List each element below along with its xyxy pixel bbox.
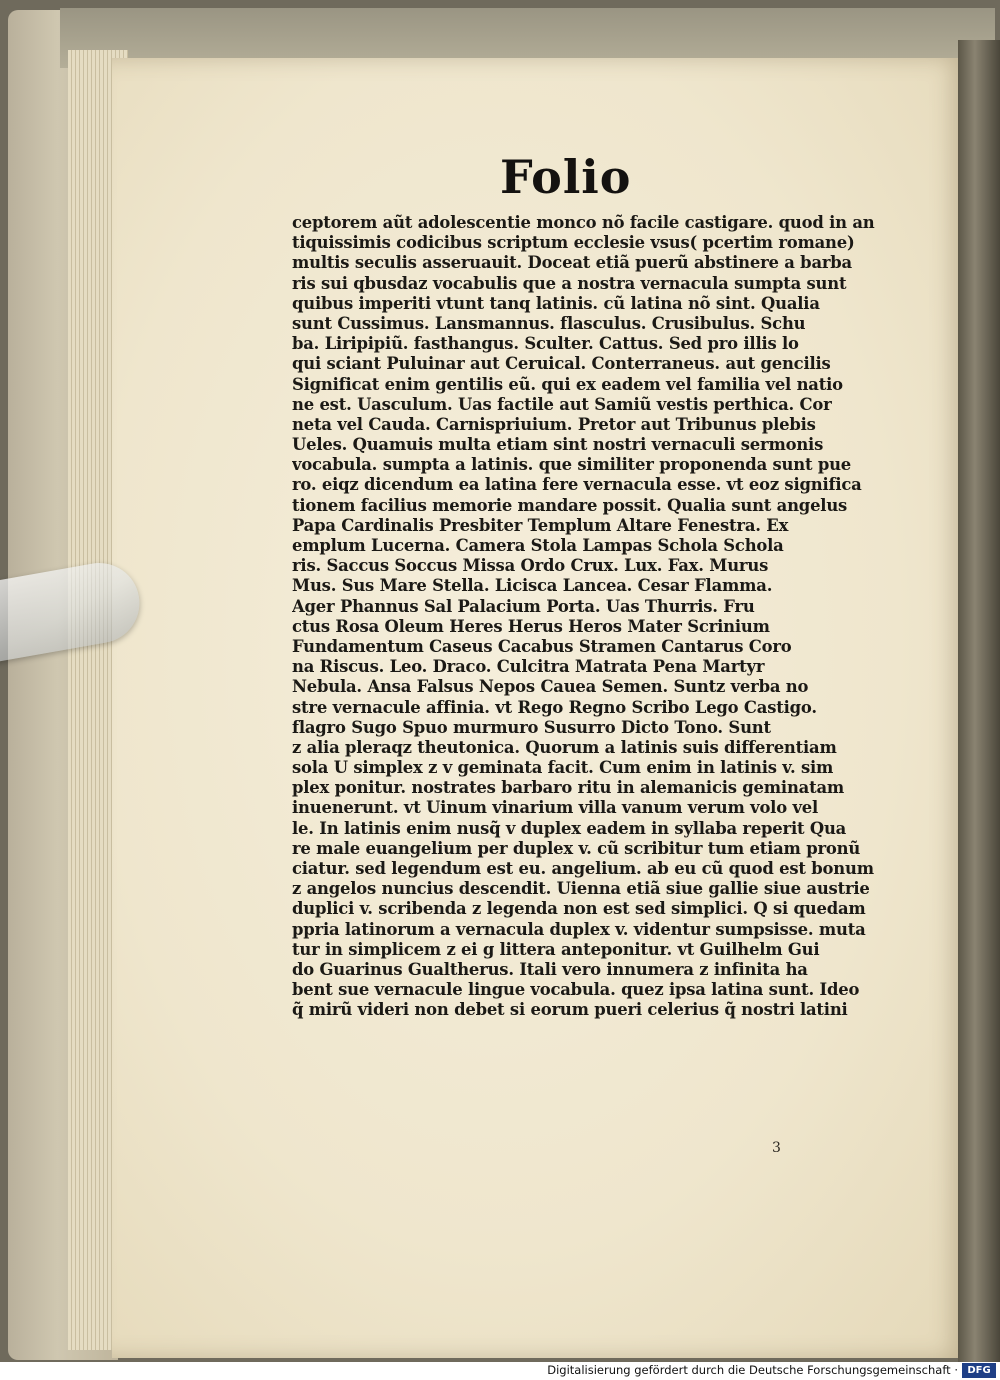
text-line: emplum Lucerna. Camera Stola Lampas Schola Schola [292,536,784,555]
text-line: Ager Phannus Sal Palacium Porta. Uas Thurris. Fru [292,596,755,616]
text-line: Significat enim gentilis eũ. qui ex eadem vel familia vel natio [292,374,843,394]
text-line: stre vernacule affinia. vt Rego Regno Scribo Lego Castigo. [292,697,817,717]
text-line: ctus Rosa Oleum Heres Herus Heros Mater Scrinium [292,616,770,636]
text-line: Mus. Sus Mare Stella. Licisca Lancea. Cesar Flamma. [292,576,773,596]
text-line: multis seculis asseruauit. Doceat etiã puerũ abstinere a barba [292,253,852,273]
text-line: re male euangelium per duplex v. cũ scribitur tum etiam pronũ [292,838,861,858]
book-spine [958,40,1000,1362]
text-line: tiquissimis codicibus scriptum ecclesie vsus( pcertim romane) [292,233,855,253]
text-line: Papa Cardinalis Presbiter Templum Altare Fenestra. Ex [292,515,789,535]
text-line: ris sui qbusdaz vocabulis que a nostra vernacula sumpta sunt [292,273,847,293]
dfg-logo: DFG [962,1363,996,1378]
text-line: ris. Saccus Soccus Missa Ordo Crux. Lux. Fax. Murus [292,556,769,576]
text-line: bent sue vernacule lingue vocabula. quez ipsa latina sunt. Ideo [292,980,860,1000]
text-line: neta vel Cauda. Carnispriuium. Pretor aut Tribunus plebis [292,414,816,434]
text-line: do Guarinus Gualtherus. Itali vero innumera z infinita ha [292,959,808,979]
text-line: Ueles. Quamuis multa etiam sint nostri vernaculi sermonis [292,435,824,455]
text-line: ne est. Uasculum. Uas factile aut Samiũ vestis perthica. Cor [292,394,832,414]
text-line: plex ponitur. nostrates barbaro ritu in alemanicis geminatam [292,778,845,798]
text-line: Nebula. Ansa Falsus Nepos Cauea Semen. Suntz verba no [292,677,809,697]
footer-bar [0,1362,1000,1380]
text-line: duplici v. scribenda z legenda non est sed simplici. Q si quedam [292,899,866,919]
text-line: Fundamentum Caseus Cacabus Stramen Cantarus Coro [292,636,792,656]
text-line: tur in simplicem z ei g littera anteponitur. vt Guilhelm Gui [292,939,820,959]
text-line: sunt Cussimus. Lansmannus. flasculus. Crusibulus. Schu [292,313,806,333]
text-line: z angelos nuncius descendit. Uienna etiã siue gallie siue austrie [292,879,870,899]
text-line: z alia pleraqz theutonica. Quorum a latinis suis differentiam [292,737,837,757]
text-line: tionem facilius memorie mandare possit. Qualia sunt angelus [292,495,848,515]
funding-credit: Digitalisierung gefördert durch die Deutsche Forschungsgemeinschaft · [547,1363,958,1377]
text-line: ppria latinorum a vernacula duplex v. videntur sumpsisse. muta [292,919,866,939]
text-line: ciatur. sed legendum est eu. angelium. ab eu cũ quod est bonum [292,859,874,878]
text-line: inuenerunt. vt Uinum vinarium villa vanum verum volo vel [292,798,819,818]
text-line: na Riscus. Leo. Draco. Culcitra Matrata Pena Martyr [292,657,765,677]
text-line: le. In latinis enim nusq̃ v duplex eadem in syllaba reperit Qua [292,818,847,838]
text-line: ro. eiqz dicendum ea latina fere vernacula esse. vt eoz significa [292,475,862,495]
text-line: sola U simplex z v geminata facit. Cum enim in latinis v. sim [292,758,834,778]
text-line: ceptorem aũt adolescentie monco nõ facile castigare. quod in an [292,213,875,232]
text-line: q̃ mirũ videri non debet si eorum pueri celerius q̃ nostri latini [292,1000,848,1020]
folio-heading: Folio [500,150,632,204]
text-line: ba. Liripipiũ. fasthangus. Sculter. Cattus. Sed pro illis lo [292,334,799,354]
page-text-block [292,213,882,1021]
leaf-mark: 3 [772,1140,781,1156]
text-line: quibus imperiti vtunt tanq latinis. cũ latina nõ sint. Qualia [292,293,820,313]
text-line: vocabula. sumpta a latinis. que similiter proponenda sunt pue [292,455,852,475]
text-line: qui sciant Puluinar aut Ceruical. Conterraneus. aut gencilis [292,354,831,374]
text-line: flagro Sugo Spuo murmuro Susurro Dicto Tono. Sunt [292,717,771,737]
